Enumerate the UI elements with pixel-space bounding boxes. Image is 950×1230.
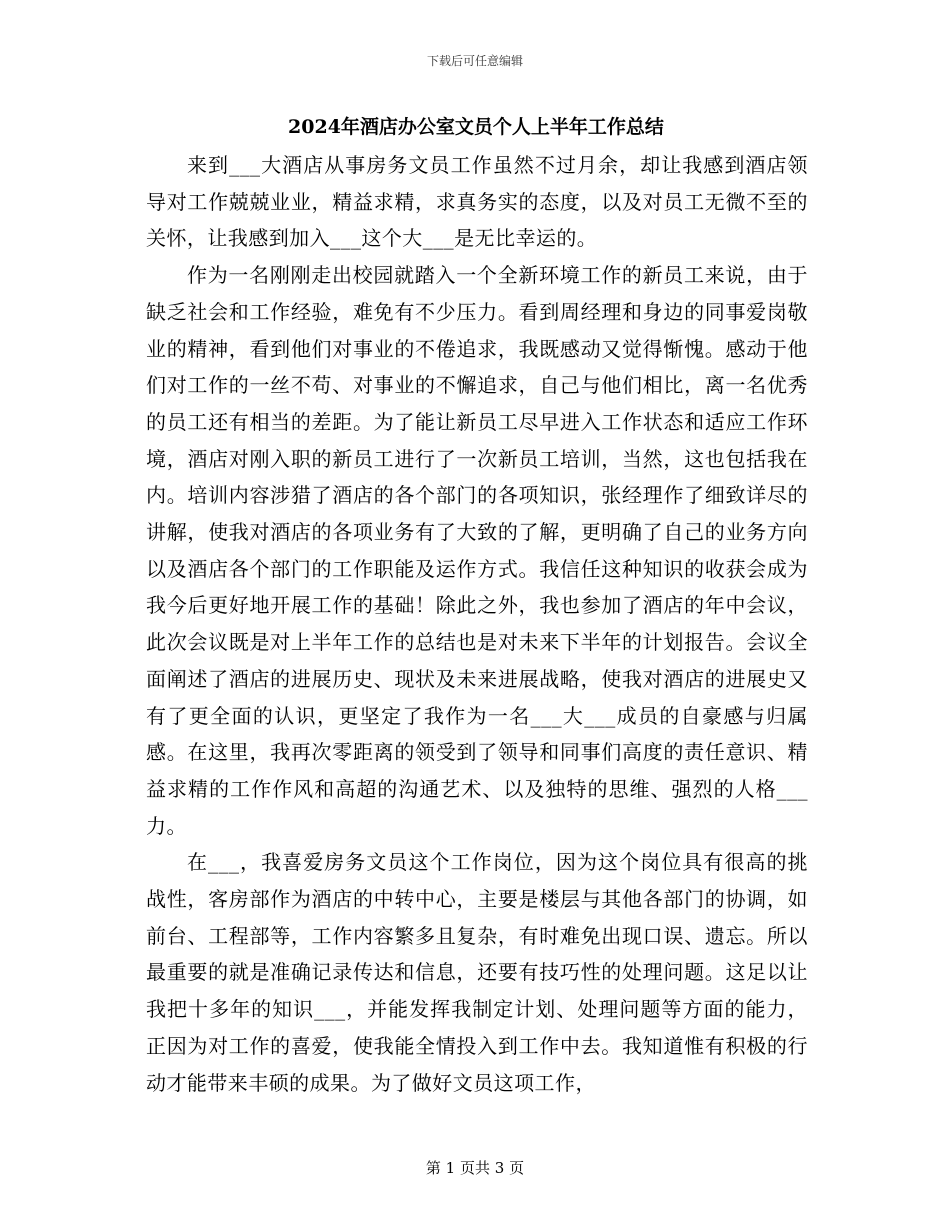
document-title: 2024年酒店办公室文员个人上半年工作总结	[288, 116, 664, 138]
page-number: 第 1 页共 3 页	[425, 1159, 525, 1177]
paragraph-1: 来到___大酒店从事房务文员工作虽然不过月余，却让我感到酒店领导对工作兢兢业业，精益求精，求真务实的态度，以及对员工无微不至的关怀，让我感到加入___这个大___是无比幸运的。	[146, 153, 808, 251]
document-body	[146, 147, 808, 1101]
paragraph-2: 作为一名刚刚走出校园就踏入一个全新环境工作的新员工来说，由于缺乏社会和工作经验，难免有不少压力。看到周经理和身边的同事爱岗敬业的精神，看到他们对事业的不倦追求，我既感动又觉得惭愧。感动于他们对工作的一丝不苟、对事业的不懈追求，自己与他们相比，离一名优秀的员工还有相当的差距。为了能让新员工尽早进入工作状态和适应工作环境，酒店对刚入职的新员工进行了一次新员工培训，当然，这也包括我在内。培训内容涉猎了酒店的各个部门的各项知识，张经理作了细致详尽的讲解，使我对酒店的各项业务有了大致的了解，更明确了自己的业务方向以及酒店各个部门的工作职能及运作方式。我信任这种知识的收获会成为我今后更好地开展工作的基础！除此之外，我也参加了酒店的年中会议，此次会议既是对上半年工作的总结也是对未来下半年的计划报告。会议全面阐述了酒店的进展历史、现状及未来进展战略，使我对酒店的进展史又有了更全面的认识，更坚定了我作为一名___大___成员的自豪感与归属感。在这里，我再次零距离的领受到了领导和同事们高度的责任意识、精益求精的工作作风和高超的沟通艺术、以及独特的思维、强烈的人格___力。	[146, 263, 808, 838]
paragraph-3: 在___，我喜爱房务文员这个工作岗位，因为这个岗位具有很高的挑战性，客房部作为酒店的中转中心，主要是楼层与其他各部门的协调，如前台、工程部等，工作内容繁多且复杂，有时难免出现口误、遗忘。所以最重要的就是准确记录传达和信息，还要有技巧性的处理问题。这足以让我把十多年的知识___，并能发挥我制定计划、处理问题等方面的能力，正因为对工作的喜爱，使我能全情投入到工作中去。我知道惟有积极的行动才能带来丰硕的成果。为了做好文员这项工作，	[146, 850, 808, 1095]
page-header-note: 下载后可任意编辑	[426, 54, 523, 68]
